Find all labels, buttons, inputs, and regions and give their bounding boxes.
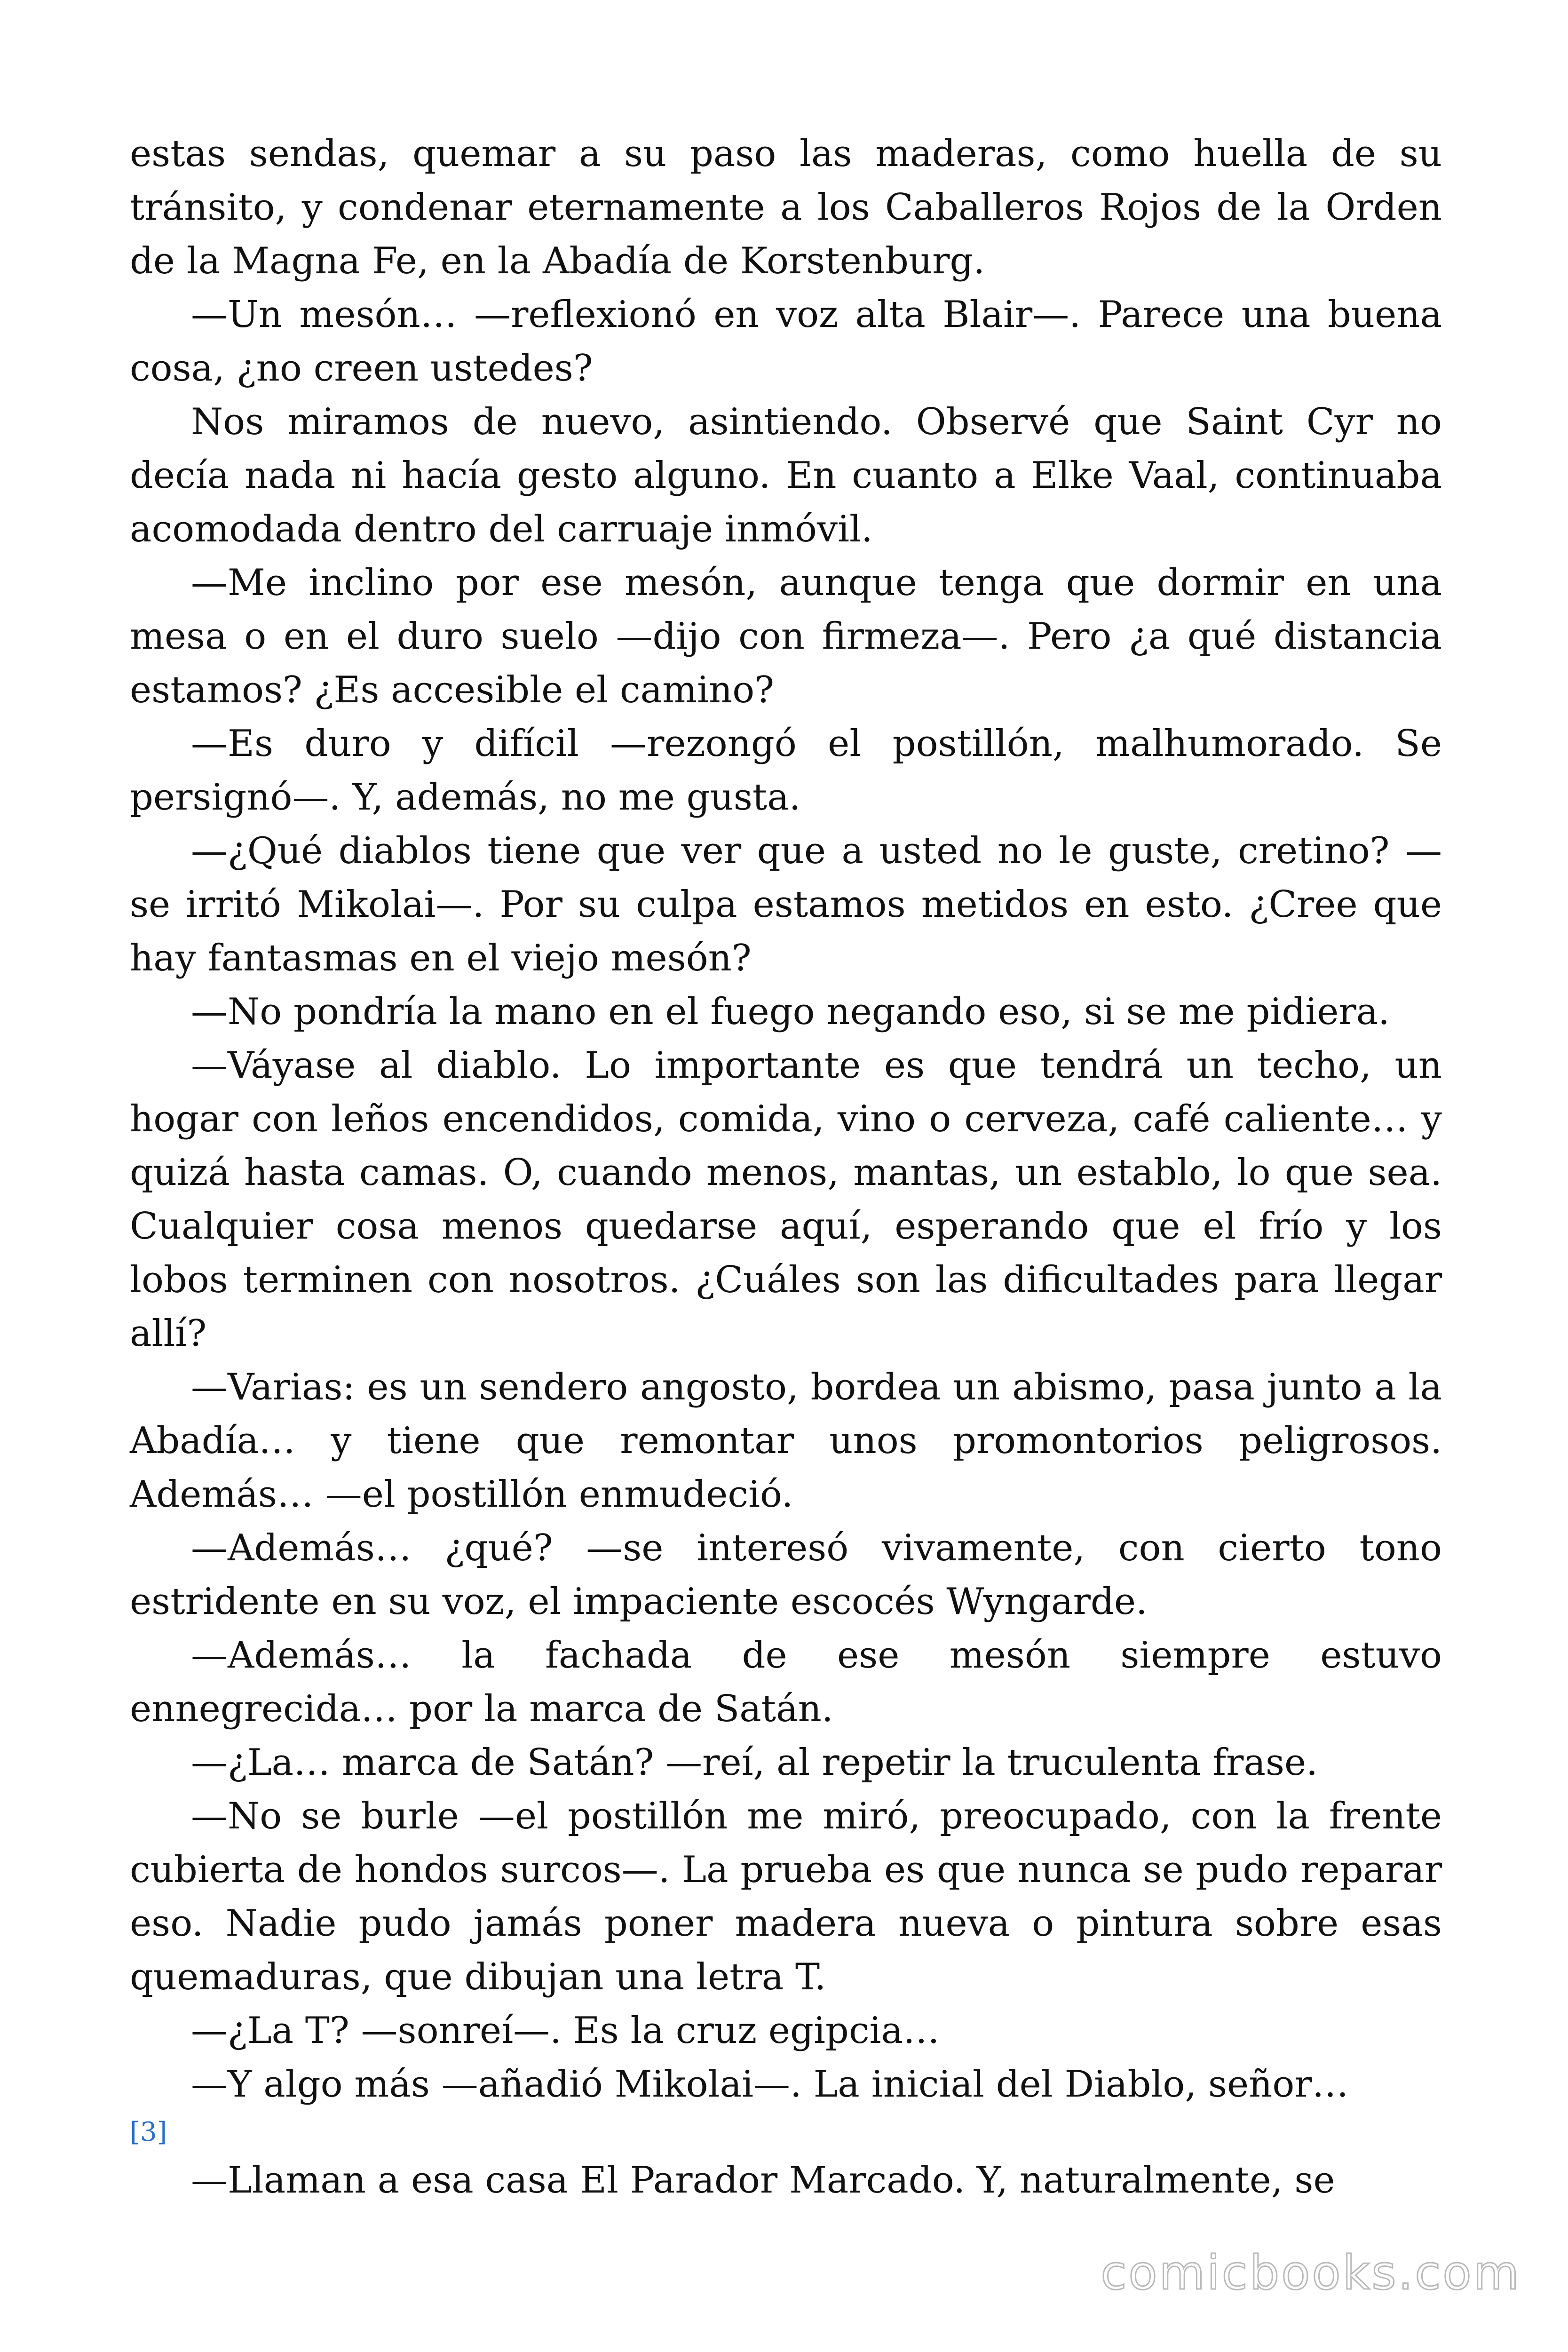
paragraph-14: —¿La T? —sonreí—. Es la cruz egipcia… [191, 2010, 940, 2052]
paragraph-11: —Además… la fachada de ese mesón siempre estuvo ennegrecida… por la marca de Satán. [130, 1634, 1442, 1730]
paragraph-15: —Y algo más —añadió Mikolai—. La inicial del Diablo, señor… [191, 2063, 1349, 2106]
paragraph-8: —Váyase al diablo. Lo importante es que tendrá un techo, un hogar con leños encendidos, comida, vino o cerveza, café caliente… y quizá hasta camas. O, cuando menos, mantas, un establo, lo que sea. Cualquier cosa menos quedarse aquí, esperando que el frío y los lobos terminen con nosotros. ¿Cuáles son las dificultades para llegar allí? [130, 1044, 1442, 1355]
watermark-text: comicbooks.com [1101, 2245, 1521, 2300]
paragraph-7: —No pondría la mano en el fuego negando eso, si se me pidiera. [191, 991, 1390, 1033]
paragraph-16: —Llaman a esa casa El Parador Marcado. Y, naturalmente, se [191, 2159, 1335, 2201]
paragraph-3: Nos miramos de nuevo, asintiendo. Observé que Saint Cyr no decía nada ni hacía gesto alguno. En cuanto a Elke Vaal, continuaba acomodada dentro del carruaje inmóvil. [130, 401, 1442, 550]
footnote-link[interactable]: [3] [130, 2117, 167, 2147]
paragraph-4: —Me inclino por ese mesón, aunque tenga que dormir en una mesa o en el duro suelo —dijo con firmeza—. Pero ¿a qué distancia estamos? ¿Es accesible el camino? [130, 562, 1442, 711]
paragraph-13: —No se burle —el postillón me miró, preocupado, con la frente cubierta de hondos surcos—. La prueba es que nunca se pudo reparar eso. Nadie pudo jamás poner madera nueva o pintura sobre esas quemaduras, que dibujan una letra T. [130, 1795, 1442, 1998]
page-body [130, 127, 1442, 2207]
paragraph-10: —Además… ¿qué? —se interesó vivamente, con cierto tono estridente en su voz, el impaciente escocés Wyngarde. [130, 1527, 1442, 1623]
paragraph-2: —Un mesón… —reflexionó en voz alta Blair—. Parece una buena cosa, ¿no creen ustedes? [130, 294, 1442, 389]
paragraph-12: —¿La… marca de Satán? —reí, al repetir la truculenta frase. [191, 1741, 1318, 1784]
paragraph-6: —¿Qué diablos tiene que ver que a usted no le guste, cretino? — se irritó Mikolai—. Por su culpa estamos metidos en esto. ¿Cree que hay fantasmas en el viejo mesón? [130, 830, 1442, 979]
paragraph-5: —Es duro y difícil —rezongó el postillón, malhumorado. Se persignó—. Y, además, no me gusta. [130, 723, 1442, 818]
paragraph-1: estas sendas, quemar a su paso las maderas, como huella de su tránsito, y condenar eternamente a los Caballeros Rojos de la Orden de la Magna Fe, en la Abadía de Korstenburg. [130, 133, 1442, 282]
paragraph-9: —Varias: es un sendero angosto, bordea un abismo, pasa junto a la Abadía… y tiene que remontar unos promontorios peligrosos. Además… —el postillón enmudeció. [130, 1366, 1442, 1516]
